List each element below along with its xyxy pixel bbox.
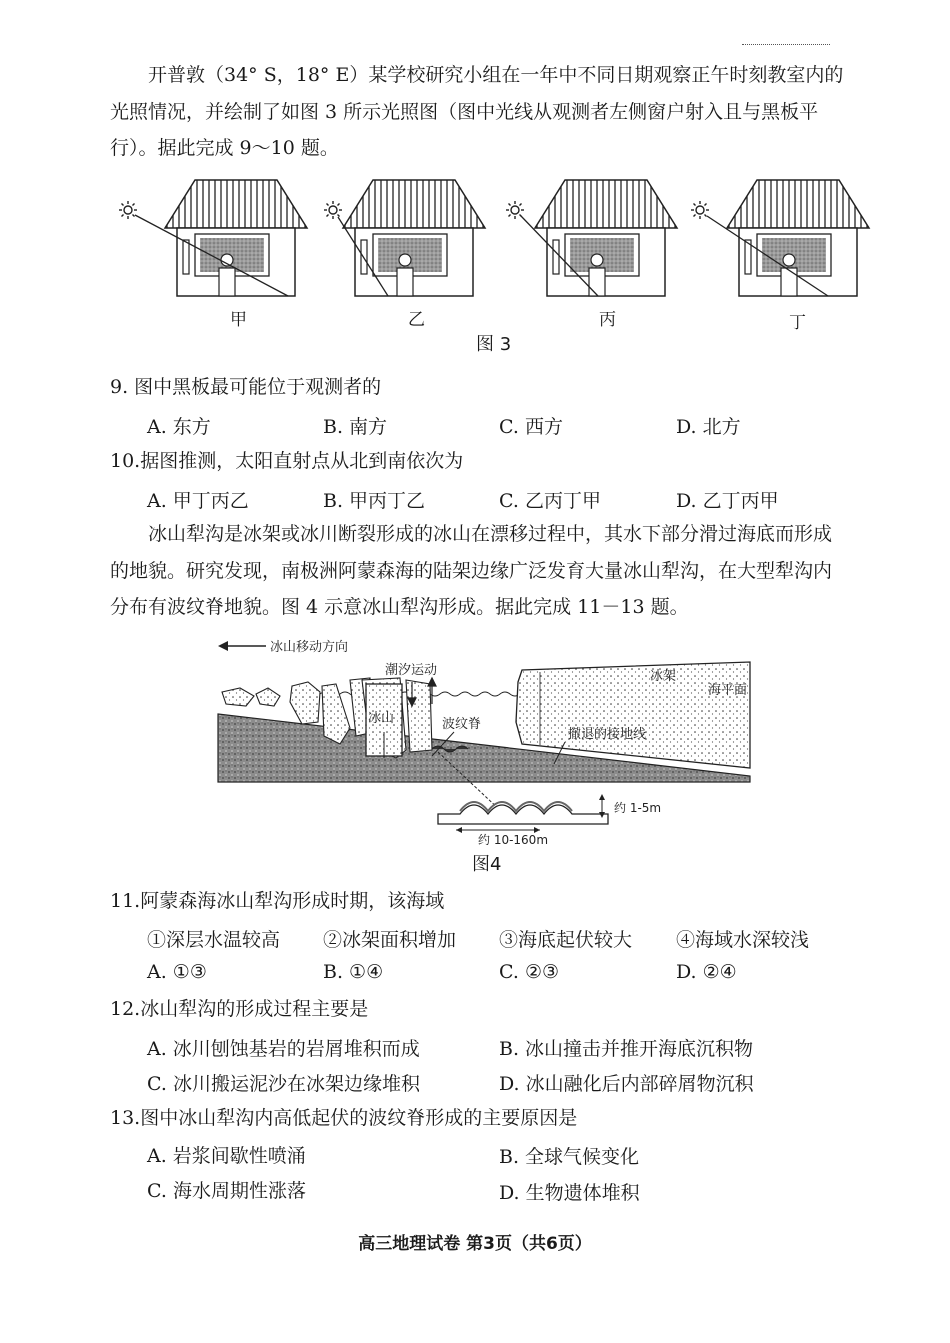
q13-option-c[interactable]: C. 海水周期性涨落 <box>147 1180 306 1202</box>
label-tide: 潮汐运动 <box>385 663 438 678</box>
page-footer: 高三地理试卷 第3页（共6页） <box>358 1234 592 1254</box>
intro2-line1: 冰山犁沟是冰架或冰川断裂形成的冰山在漂移过程中，其水下部分滑过海底而形成 <box>148 523 833 545</box>
intro1-line1: 开普敦（34° S，18° E）某学校研究小组在一年中不同日期观察正午时刻教室内的 <box>148 64 844 86</box>
panel-label-jia: 甲 <box>230 310 247 330</box>
q10-option-a[interactable]: A. 甲丁丙乙 <box>147 490 249 512</box>
q11-item-4: ④海域水深较浅 <box>676 929 810 951</box>
direction-arrow <box>218 641 266 651</box>
q13-option-a[interactable]: A. 岩浆间歇性喷涌 <box>147 1145 306 1167</box>
q9-option-a[interactable]: A. 东方 <box>147 416 211 438</box>
intro2-line2: 的地貌。研究发现，南极洲阿蒙森海的陆架边缘广泛发育大量冰山犁沟，在大型犁沟内 <box>110 560 833 582</box>
ridge-profile <box>438 794 608 833</box>
label-iceberg: 冰山 <box>368 711 395 726</box>
q13-stem: 13.图中冰山犁沟内高低起伏的波纹脊形成的主要原因是 <box>110 1107 578 1129</box>
q11-option-d[interactable]: D. ②④ <box>676 961 737 983</box>
q13-option-d[interactable]: D. 生物遗体堆积 <box>499 1182 640 1204</box>
q10-option-d[interactable]: D. 乙丁丙甲 <box>676 490 779 512</box>
q9-option-b[interactable]: B. 南方 <box>323 416 388 438</box>
figure-3-caption: 图 3 <box>476 334 512 355</box>
intro2-line3: 分布有波纹脊地貌。图 4 示意冰山犁沟形成。据此完成 11－13 题。 <box>110 596 689 618</box>
label-groundingline: 撤退的接地线 <box>568 727 647 742</box>
q11-item-3: ③海底起伏较大 <box>499 929 633 951</box>
intro1-line2: 光照情况，并绘制了如图 3 所示光照图（图中光线从观测者左侧窗户射入且与黑板平 <box>110 101 819 123</box>
q10-stem: 10.据图推测，太阳直射点从北到南依次为 <box>110 450 464 472</box>
q12-option-d[interactable]: D. 冰山融化后内部碎屑物沉积 <box>499 1073 754 1095</box>
q9-option-c[interactable]: C. 西方 <box>499 416 563 438</box>
q13-option-b[interactable]: B. 全球气候变化 <box>499 1146 640 1168</box>
sun-icon <box>691 201 709 219</box>
label-direction: 冰山移动方向 <box>270 640 349 655</box>
q11-item-1: ①深层水温较高 <box>147 929 281 951</box>
sun-icon <box>119 201 137 219</box>
label-sealevel: 海平面 <box>708 683 748 698</box>
figure-4 <box>210 632 770 847</box>
q11-item-2: ②冰架面积增加 <box>323 929 457 951</box>
panel-jia <box>119 180 307 296</box>
panel-ding <box>691 180 869 296</box>
q12-option-c[interactable]: C. 冰川搬运泥沙在冰架边缘堆积 <box>147 1073 420 1095</box>
label-width: 约 10-160m <box>478 833 549 847</box>
label-iceshelf: 冰架 <box>650 669 677 684</box>
q11-option-c[interactable]: C. ②③ <box>499 961 560 983</box>
q10-option-c[interactable]: C. 乙丙丁甲 <box>499 490 601 512</box>
q11-option-a[interactable]: A. ①③ <box>147 961 207 983</box>
q10-option-b[interactable]: B. 甲丙丁乙 <box>323 490 426 512</box>
ice-shelf <box>516 662 750 768</box>
q11-option-b[interactable]: B. ①④ <box>323 961 384 983</box>
q11-stem: 11.阿蒙森海冰山犁沟形成时期，该海域 <box>110 890 445 912</box>
panel-bing <box>506 180 677 296</box>
q12-option-a[interactable]: A. 冰川刨蚀基岩的岩屑堆积而成 <box>147 1038 420 1060</box>
figure-3 <box>110 170 880 330</box>
panel-label-bing: 丙 <box>599 310 616 330</box>
panel-label-ding: 丁 <box>789 313 806 333</box>
q9-option-d[interactable]: D. 北方 <box>676 416 741 438</box>
intro1-line3: 行）。据此完成 9～10 题。 <box>110 137 339 159</box>
top-rule <box>742 44 830 45</box>
q12-option-b[interactable]: B. 冰山撞击并推开海底沉积物 <box>499 1038 754 1060</box>
panel-label-yi: 乙 <box>408 310 425 330</box>
figure-4-caption: 图4 <box>472 854 502 875</box>
panel-yi <box>324 180 485 296</box>
q9-stem: 9. 图中黑板最可能位于观测者的 <box>110 376 382 398</box>
label-ridge: 波纹脊 <box>442 717 482 732</box>
label-height: 约 1-5m <box>614 801 662 815</box>
sun-icon <box>324 201 342 219</box>
q12-stem: 12.冰山犁沟的形成过程主要是 <box>110 998 369 1020</box>
